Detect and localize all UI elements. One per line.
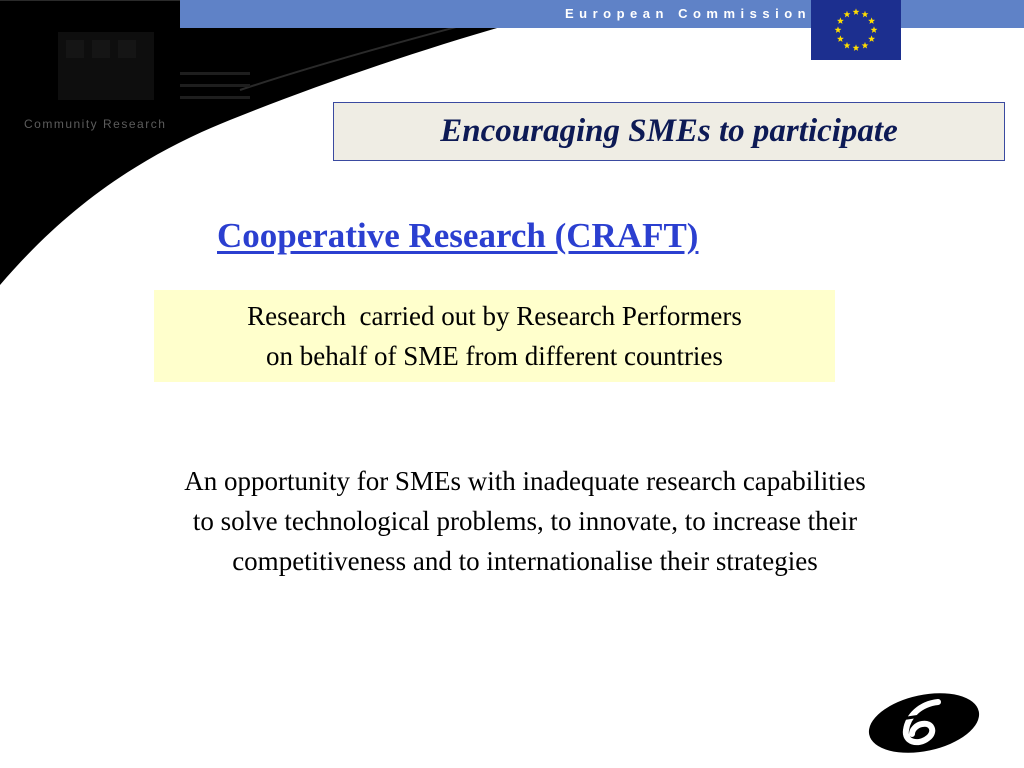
banner-text: European Commission — [565, 6, 812, 21]
eu-flag-icon — [811, 0, 901, 60]
eu-star-icon — [853, 44, 860, 51]
eu-star-icon — [844, 42, 851, 49]
opportunity-line: An opportunity for SMEs with inadequate research capabilities — [184, 466, 866, 496]
definition-line: on behalf of SME from different countries — [266, 341, 723, 371]
slide-title: Encouraging SMEs to participate — [440, 113, 898, 149]
opportunity-line: to solve technological problems, to innovate, to increase their — [192, 506, 858, 536]
eu-star-icon — [837, 17, 844, 24]
definition-box — [154, 290, 835, 382]
opportunity-line: competitiveness and to internationalise their strategies — [232, 546, 818, 576]
eu-star-icon — [844, 11, 851, 18]
eu-star-icon — [871, 26, 878, 33]
eu-star-icon — [868, 17, 875, 24]
eu-star-icon — [862, 11, 869, 18]
eu-star-icon — [837, 35, 844, 42]
title-box — [333, 102, 1005, 161]
eu-star-icon — [835, 26, 842, 33]
eu-star-icon — [853, 8, 860, 15]
opportunity-text — [60, 461, 990, 581]
logo-caption: Community Research — [24, 117, 167, 131]
eu-star-icon — [862, 42, 869, 49]
eu-star-icon — [868, 35, 875, 42]
definition-line: Research carried out by Research Performers — [247, 301, 742, 331]
fp6-logo-icon — [864, 690, 984, 756]
subtitle-link[interactable]: Cooperative Research (CRAFT) — [217, 216, 699, 255]
